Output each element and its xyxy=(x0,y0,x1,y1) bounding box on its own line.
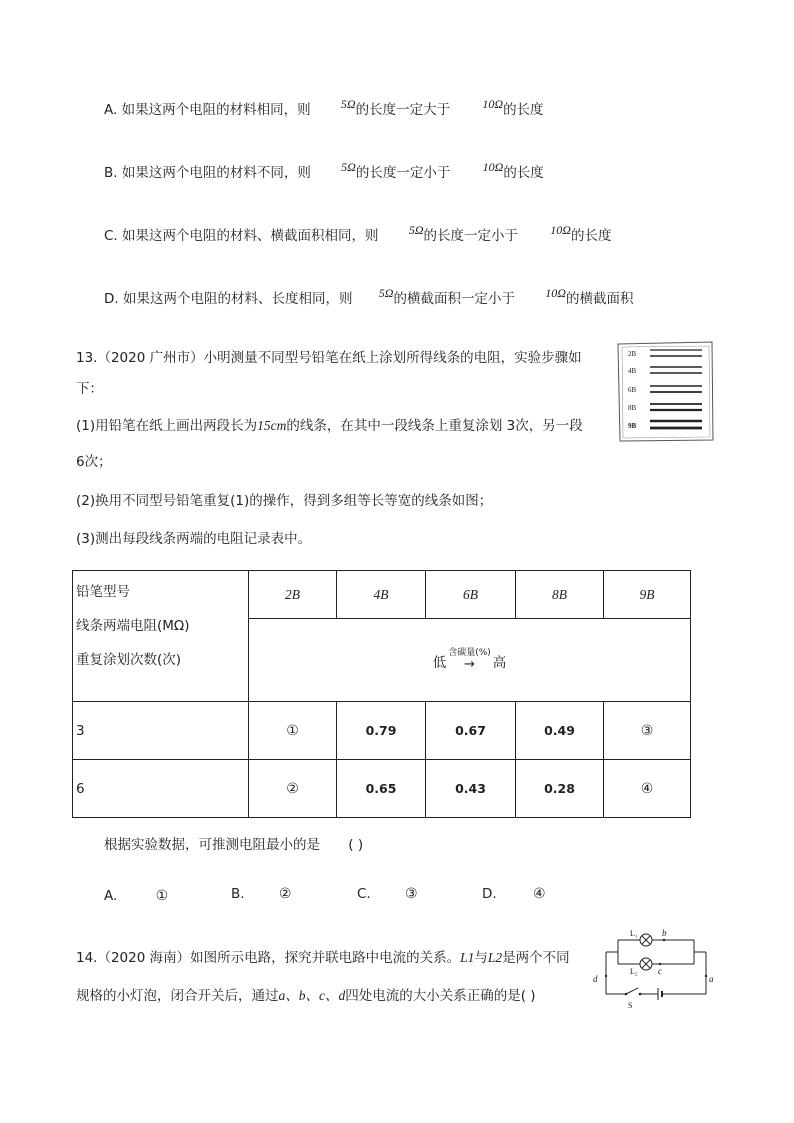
data-cell: 0.28 xyxy=(516,760,604,818)
count-cell: 6 xyxy=(73,760,249,818)
resistance-value: 5Ω xyxy=(408,223,424,237)
q12-option-c xyxy=(104,224,611,244)
option-end-text: 的长度 xyxy=(570,228,612,244)
resistance-value: 5Ω xyxy=(340,97,356,111)
model-4b: 4B xyxy=(337,571,426,619)
option-text: A. 如果这两个电阻的材料相同，则 xyxy=(104,102,311,118)
q12-option-b xyxy=(104,161,544,181)
option-letter: D. xyxy=(482,886,497,902)
count-cell: 3 xyxy=(73,702,249,760)
data-cell: 0.65 xyxy=(337,760,426,818)
arrow-right-icon: → xyxy=(464,657,475,672)
q13-stem-line1: 13.（2020 广州市）小明测量不同型号铅笔在纸上涂划所得线条的电阻，实验步骤如 xyxy=(76,350,582,366)
q13-option-a xyxy=(104,888,168,904)
resistance-value: 10Ω xyxy=(550,223,571,237)
lamp-l1: L1 xyxy=(460,950,475,965)
table-header-cell xyxy=(73,571,249,702)
resistance-table xyxy=(72,570,691,818)
figure-label-9b: 9B xyxy=(628,422,637,430)
label-l1: L₁ xyxy=(630,929,638,938)
data-cell: ③ xyxy=(604,702,691,760)
label-d: d xyxy=(593,974,598,984)
header-model: 铅笔型号 xyxy=(76,584,130,600)
data-cell: ① xyxy=(249,702,337,760)
figure-label-8b: 8B xyxy=(628,404,637,412)
data-cell: ④ xyxy=(604,760,691,818)
figure-label-2b: 2B xyxy=(628,350,637,358)
model-9b: 9B xyxy=(604,571,691,619)
option-mid-text: 的长度一定小于 xyxy=(423,228,518,244)
q12-option-d xyxy=(104,287,633,307)
option-end-text: 的长度 xyxy=(503,165,544,181)
label-a: a xyxy=(709,974,714,984)
option-mid-text: 的长度一定大于 xyxy=(355,102,451,118)
option-value: ① xyxy=(155,888,169,904)
figure-label-6b: 6B xyxy=(628,386,637,394)
q13-question xyxy=(104,833,363,853)
option-letter: B. xyxy=(231,886,245,902)
resistance-value: 5Ω xyxy=(341,160,356,174)
q13-step1-cont: 6次； xyxy=(76,454,112,470)
figure-label-4b: 4B xyxy=(628,367,637,375)
switch-icon xyxy=(626,988,638,994)
answer-bracket: ( ) xyxy=(348,837,364,853)
resistance-value: 5Ω xyxy=(378,286,394,300)
q14-text-end: 四处电流的大小关系正确的是( ) xyxy=(345,988,536,1004)
trend-label: 含碳量(%) xyxy=(448,648,491,658)
option-text: B. 如果这两个电阻的材料不同，则 xyxy=(104,165,311,181)
option-end-text: 的横截面积 xyxy=(565,291,634,307)
option-value: ② xyxy=(278,886,292,902)
option-value: ③ xyxy=(405,886,418,902)
table-row xyxy=(73,702,691,760)
table-row xyxy=(73,760,691,818)
option-end-text: 的长度 xyxy=(503,102,544,118)
resistance-value: 10Ω xyxy=(482,97,504,111)
data-cell: 0.79 xyxy=(337,702,426,760)
option-value: ④ xyxy=(532,886,546,902)
step1-post: 的线条，在其中一段线条上重复涂划 3次，另一段 xyxy=(286,418,583,434)
data-cell: ② xyxy=(249,760,337,818)
resistance-value: 10Ω xyxy=(482,160,504,174)
carbon-trend xyxy=(433,649,507,671)
label-b: b xyxy=(662,928,667,938)
q13-option-d xyxy=(482,886,546,902)
q13-stem-line2: 下： xyxy=(76,381,103,397)
q13-step2: (2)换用不同型号铅笔重复(1)的操作，得到多组等长等宽的线条如图； xyxy=(76,493,493,509)
q14-stem-line1 xyxy=(76,946,570,966)
step1-pre: (1)用铅笔在纸上画出两段长为 xyxy=(76,418,258,434)
q14-text: 14.（2020 海南）如图所示电路，探究并联电路中电流的关系。 xyxy=(76,950,461,966)
label-s: S xyxy=(628,1001,633,1010)
data-cell: 0.67 xyxy=(426,702,516,760)
data-cell: 0.43 xyxy=(426,760,516,818)
circuit-diagram xyxy=(588,924,718,1010)
option-text: C. 如果这两个电阻的材料、横截面积相同，则 xyxy=(104,228,379,244)
q14-with: 与 xyxy=(474,950,488,966)
option-letter: C. xyxy=(357,886,371,902)
trend-high: 高 xyxy=(492,655,507,671)
lamp-l2: L2 xyxy=(487,950,503,965)
model-2b: 2B xyxy=(249,571,337,619)
question-text: 根据实验数据，可推测电阻最小的是 xyxy=(104,837,320,853)
length-value: 15cm xyxy=(257,418,287,433)
q13-option-b xyxy=(231,886,291,902)
q13-step3: (3)测出每段线条两端的电阻记录表中。 xyxy=(76,531,312,547)
q14-text: 规格的小灯泡，闭合开关后，通过 xyxy=(76,988,279,1004)
q13-step1 xyxy=(76,414,583,434)
option-letter: A. xyxy=(104,888,118,904)
model-8b: 8B xyxy=(516,571,604,619)
point-vars: a、b、c、d xyxy=(278,988,346,1003)
data-cell: 0.49 xyxy=(516,702,604,760)
q13-option-c xyxy=(357,886,418,902)
option-mid-text: 的横截面积一定小于 xyxy=(393,291,515,307)
label-l2: L₂ xyxy=(630,967,638,976)
header-count: 重复涂划次数(次) xyxy=(76,652,182,668)
carbon-trend-cell xyxy=(249,619,691,702)
q14-text-end: 是两个不同 xyxy=(502,950,570,966)
q14-stem-line2 xyxy=(76,984,536,1004)
label-c: c xyxy=(658,966,662,976)
option-text: D. 如果这两个电阻的材料、长度相同，则 xyxy=(104,291,353,307)
option-mid-text: 的长度一定小于 xyxy=(355,165,451,181)
model-6b: 6B xyxy=(426,571,516,619)
q12-option-a xyxy=(104,98,544,118)
resistance-value: 10Ω xyxy=(545,286,566,300)
pencil-lines-figure xyxy=(614,340,716,444)
trend-low: 低 xyxy=(432,655,447,671)
header-resistance: 线条两端电阻(MΩ) xyxy=(76,618,190,634)
